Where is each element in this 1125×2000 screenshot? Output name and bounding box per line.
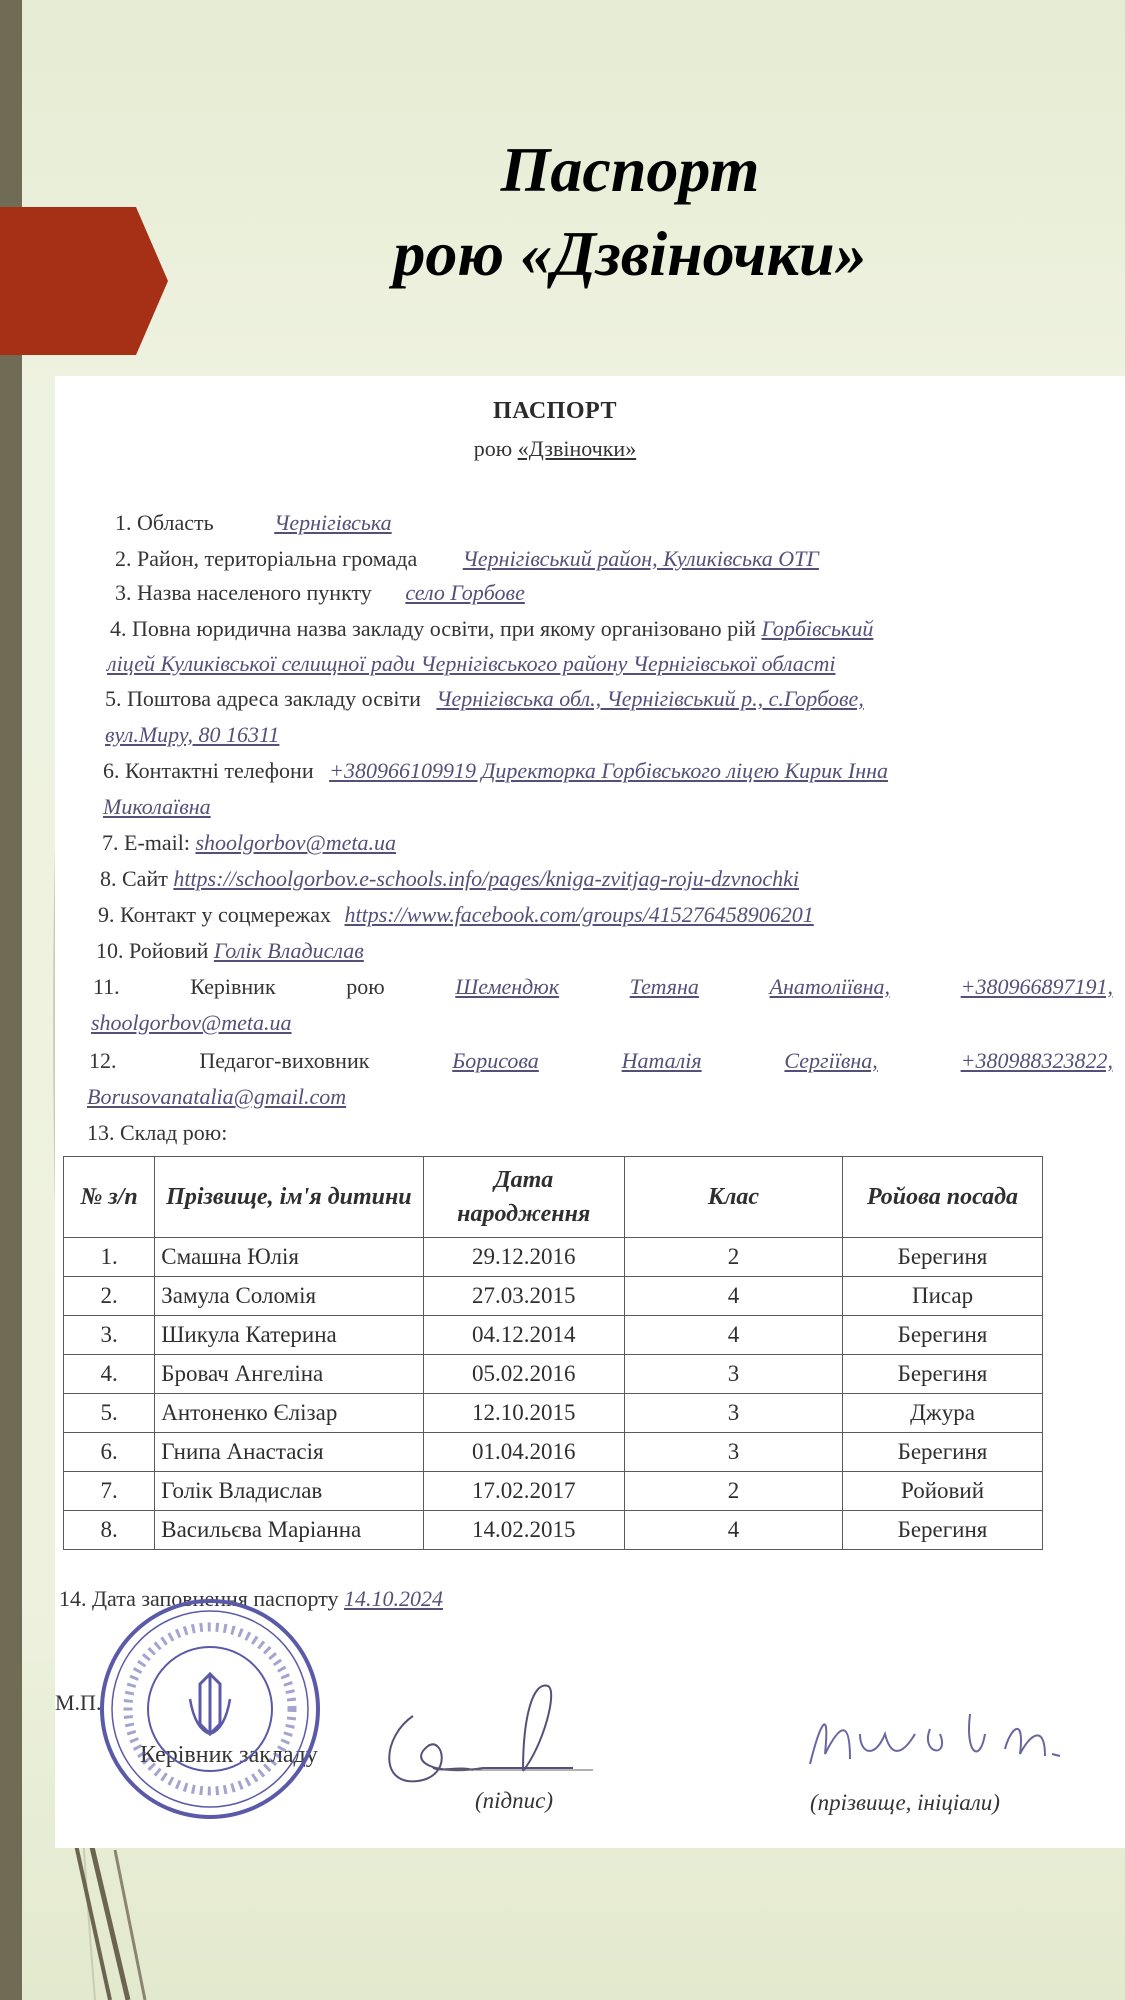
- email-value: shoolgorbov@meta.ua: [195, 830, 396, 855]
- cell-class: 3: [624, 1355, 842, 1394]
- item-district: [115, 546, 819, 572]
- teacher-phone: +380988323822,: [960, 1048, 1113, 1073]
- item-phones: [103, 758, 888, 784]
- teacher-num: 12.: [89, 1048, 117, 1073]
- address-value-2: вул.Миру, 80 16311: [105, 722, 280, 747]
- leader-label: 10. Ройовий: [96, 938, 209, 963]
- head-label-b: рою: [346, 974, 385, 999]
- head-name-1: Шемендюк: [455, 974, 560, 999]
- name-caption: (прізвище, ініціали): [810, 1790, 1000, 1815]
- cell-class: 2: [624, 1472, 842, 1511]
- settlement-value: село Горбове: [405, 580, 525, 605]
- teacher-email: Borusovanatalia@gmail.com: [87, 1084, 347, 1109]
- cell-position: Берегиня: [843, 1433, 1043, 1472]
- item-head: [93, 974, 1113, 1000]
- cell-class: 3: [624, 1394, 842, 1433]
- roster-body: [64, 1238, 1043, 1550]
- cell-birthdate: 17.02.2017: [423, 1472, 624, 1511]
- cell-class: 3: [624, 1433, 842, 1472]
- site-label: 8. Сайт: [100, 866, 168, 891]
- item-site: [100, 866, 799, 892]
- cell-name: Васильєва Маріанна: [155, 1511, 423, 1550]
- slide-title-line2: рою «Дзвіночки»: [393, 218, 867, 289]
- passport-document: [55, 376, 1125, 1848]
- teacher-name-2: Наталія: [621, 1048, 702, 1073]
- cell-position: Берегиня: [843, 1355, 1043, 1394]
- table-row: [64, 1511, 1043, 1550]
- cell-class: 4: [624, 1316, 842, 1355]
- document-title: ПАСПОРТ: [493, 398, 617, 424]
- cell-number: 4.: [64, 1355, 155, 1394]
- leader-value: Голік Владислав: [213, 938, 364, 963]
- cell-name: Голік Владислав: [155, 1472, 423, 1511]
- cell-class: 4: [624, 1511, 842, 1550]
- handwritten-name: [790, 1694, 1080, 1784]
- item-phones-cont: [103, 794, 211, 820]
- cell-birthdate: 04.12.2014: [423, 1316, 624, 1355]
- cell-position: Берегиня: [843, 1238, 1043, 1277]
- slide-title-line1: Паспорт: [500, 134, 760, 205]
- subtitle-prefix: рою: [473, 436, 513, 461]
- cell-name: Бровач Ангеліна: [155, 1355, 423, 1394]
- cell-number: 1.: [64, 1238, 155, 1277]
- head-label-a: Керівник: [190, 974, 276, 999]
- cell-position: Берегиня: [843, 1511, 1043, 1550]
- cell-name: Шикула Катерина: [155, 1316, 423, 1355]
- cell-birthdate: 12.10.2015: [423, 1394, 624, 1433]
- item-address-cont: [105, 722, 279, 748]
- date-label: 14. Дата заповнення паспорту: [59, 1586, 339, 1611]
- table-row: [64, 1355, 1043, 1394]
- date-value: 14.10.2024: [344, 1586, 443, 1611]
- signature: [373, 1676, 593, 1796]
- school-value-2: ліцей Куликівської селищної ради Чернігівського району Чернігівської області: [107, 651, 836, 676]
- item-settlement: [115, 580, 525, 606]
- cell-birthdate: 05.02.2016: [423, 1355, 624, 1394]
- col-header-birthdate: Дата народження: [423, 1157, 624, 1238]
- col-header-name: Прізвище, ім'я дитини: [155, 1157, 423, 1238]
- item-social: [98, 902, 814, 928]
- region-value: Чернігівська: [274, 510, 392, 535]
- social-value: https://www.facebook.com/groups/415276458906201: [344, 902, 814, 927]
- region-label: 1. Область: [115, 510, 214, 535]
- address-value-1: Чернігівська обл., Чернігівський р., с.Горбове,: [436, 686, 864, 711]
- cell-name: Смашна Юлія: [155, 1238, 423, 1277]
- item-region: [115, 510, 392, 536]
- cell-birthdate: 29.12.2016: [423, 1238, 624, 1277]
- signature-caption: (підпис): [475, 1788, 554, 1813]
- cell-class: 2: [624, 1238, 842, 1277]
- email-label: 7. E-mail:: [102, 830, 190, 855]
- head-num: 11.: [93, 974, 120, 999]
- table-row: [64, 1277, 1043, 1316]
- col-header-number: № з/п: [64, 1157, 155, 1238]
- table-row: [64, 1472, 1043, 1511]
- teacher-label: Педагог-виховник: [199, 1048, 370, 1073]
- phones-value-1: +380966109919 Директорка Горбівського ліцею Кирик Інна: [329, 758, 889, 783]
- cell-number: 7.: [64, 1472, 155, 1511]
- subtitle-name: «Дзвіночки»: [517, 436, 637, 461]
- red-accent-tab: [0, 207, 168, 355]
- district-label: 2. Район, територіальна громада: [115, 546, 418, 571]
- head-of-institution-label: Керівник закладу: [140, 1742, 318, 1768]
- cell-birthdate: 01.04.2016: [423, 1433, 624, 1472]
- cell-name: Антоненко Єлізар: [155, 1394, 423, 1433]
- phones-value-2: Миколаївна: [103, 794, 211, 819]
- cell-number: 6.: [64, 1433, 155, 1472]
- table-row: [64, 1238, 1043, 1277]
- table-header-row: [64, 1157, 1043, 1238]
- mp-label: М.П.: [55, 1690, 102, 1715]
- official-stamp: [95, 1594, 325, 1824]
- roster-label: 13. Склад рою:: [87, 1120, 228, 1145]
- item-teacher-cont: [87, 1084, 346, 1110]
- cell-name: Замула Соломія: [155, 1277, 423, 1316]
- item-address: [105, 686, 864, 712]
- item-roster: [87, 1120, 227, 1146]
- cell-birthdate: 27.03.2015: [423, 1277, 624, 1316]
- head-email: shoolgorbov@meta.ua: [91, 1010, 292, 1035]
- col-header-class: Клас: [624, 1157, 842, 1238]
- school-label: 4. Повна юридична назва закладу освіти, при якому організовано рій: [110, 616, 756, 641]
- address-label: 5. Поштова адреса закладу освіти: [105, 686, 421, 711]
- cell-position: Джура: [843, 1394, 1043, 1433]
- cell-number: 3.: [64, 1316, 155, 1355]
- item-leader: [96, 938, 364, 964]
- cell-number: 2.: [64, 1277, 155, 1316]
- table-row: [64, 1433, 1043, 1472]
- cell-number: 8.: [64, 1511, 155, 1550]
- table-row: [64, 1316, 1043, 1355]
- item-head-cont: [91, 1010, 292, 1036]
- cell-birthdate: 14.02.2015: [423, 1511, 624, 1550]
- social-label: 9. Контакт у соцмережах: [98, 902, 331, 927]
- item-email: [102, 830, 396, 856]
- teacher-name-3: Сергіївна,: [784, 1048, 878, 1073]
- cell-class: 4: [624, 1277, 842, 1316]
- document-subtitle: [55, 436, 1055, 462]
- cell-name: Гнипа Анастасія: [155, 1433, 423, 1472]
- table-row: [64, 1394, 1043, 1433]
- settlement-label: 3. Назва населеного пункту: [115, 580, 372, 605]
- col-header-position: Ройова посада: [843, 1157, 1043, 1238]
- item-school-cont: [107, 651, 836, 677]
- cell-position: Писар: [843, 1277, 1043, 1316]
- item-teacher: [89, 1048, 1113, 1074]
- head-name-3: Анатоліївна,: [769, 974, 891, 999]
- cell-number: 5.: [64, 1394, 155, 1433]
- head-phone: +380966897191,: [960, 974, 1113, 999]
- teacher-name-1: Борисова: [452, 1048, 539, 1073]
- cell-position: Берегиня: [843, 1316, 1043, 1355]
- district-value: Чернігівський район, Куликівська ОТГ: [462, 546, 819, 571]
- roster-table: [63, 1156, 1043, 1550]
- phones-label: 6. Контактні телефони: [103, 758, 314, 783]
- school-value-1: Горбівський: [761, 616, 874, 641]
- site-value: https://schoolgorbov.e-schools.info/pages/kniga-zvitjag-roju-dzvnochki: [173, 866, 800, 891]
- slide-title: [320, 128, 940, 296]
- item-school: [110, 616, 1120, 642]
- head-name-2: Тетяна: [629, 974, 699, 999]
- cell-position: Ройовий: [843, 1472, 1043, 1511]
